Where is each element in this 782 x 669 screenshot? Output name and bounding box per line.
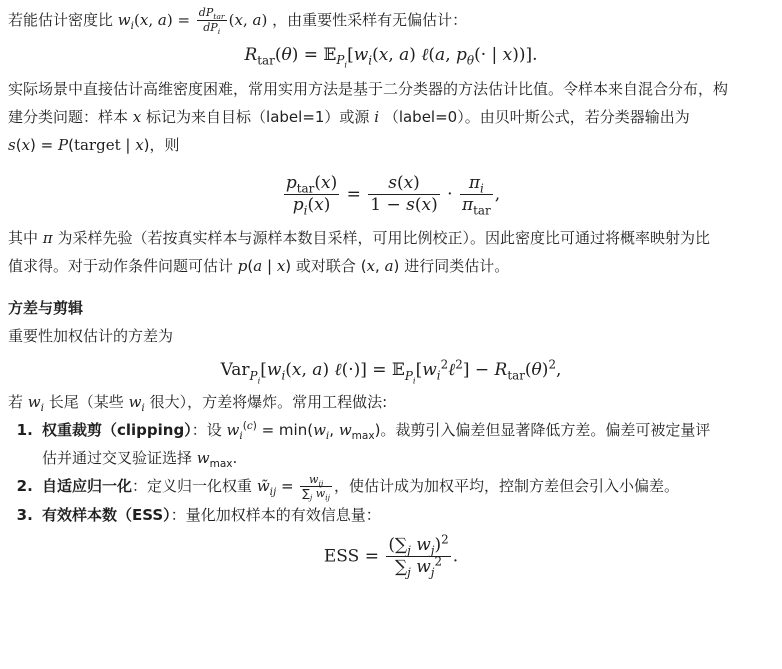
- conditional-formula: p(a | x): [237, 257, 292, 276]
- estimator-equation: $R_{tar}(\theta)$ = $𝔼_{P_i}[w_i(x$, a) ℓ(a, $p_\theta(\cdot$ | x))].: [244, 44, 538, 70]
- methods-list: [8, 416, 774, 529]
- method-text: ：量化加权样本的有效信息量：: [170, 506, 381, 524]
- classifier-line-1: 实际场景中直接估计高维密度困难，常用实用方法是基于二分类器的方法估计比值。令样本来自混合分布，构: [8, 79, 729, 98]
- explain-text-c: 很大），方差将爆炸。常用工程做法:: [149, 393, 388, 412]
- classifier-text-b: 标记为来自目标（label=1）或源: [146, 107, 370, 126]
- intro-tail: ，由重要性采样有无偏估计：: [272, 11, 468, 29]
- classifier-output-formula: s(x) = P(target | x): [8, 135, 150, 154]
- var-x: x: [132, 107, 142, 126]
- variance-explain: [8, 388, 774, 416]
- explain-text-a: 若: [8, 393, 24, 412]
- prior-text-c: 值求得。对于动作条件问题可估计: [8, 257, 234, 276]
- method-text-2: 。裁剪引入偏差但显著降低方差。偏差可被定量评: [380, 421, 711, 440]
- prior-line-2: [8, 252, 774, 280]
- method-item-clipping: [38, 416, 774, 472]
- var-pi: π: [42, 229, 53, 248]
- intro-lead: 若能估计密度比: [8, 11, 114, 29]
- classifier-text-d: ，则: [149, 135, 180, 154]
- var-wi-2: $w_i$: [128, 393, 145, 415]
- wmax-symbol: $w_{max}$.: [196, 449, 238, 471]
- explain-text-b: 长尾（某些: [48, 393, 124, 412]
- method-text-3: 估并通过交叉验证选择: [42, 449, 193, 468]
- method-text: ：设: [191, 421, 222, 440]
- prior-line-1: [8, 224, 774, 252]
- var-wi: $w_i$: [27, 393, 44, 415]
- method-text-2: ，使估计成为加权平均，控制方差但会引入小偏差。: [333, 477, 679, 496]
- method-item-normalization: [38, 472, 774, 501]
- classifier-text-a: 建分类问题：样本: [8, 107, 129, 126]
- method-title: 自适应归一化: [42, 477, 133, 496]
- method-title: 权重裁剪（clipping）: [42, 421, 192, 440]
- prior-text-d: 或对联合: [295, 257, 356, 276]
- clip-formula: $w_i^{(c)} = \min(w_i$, $w_{max}$): [226, 420, 381, 443]
- section-heading: 方差与剪辑: [8, 299, 84, 318]
- var-i: i: [374, 107, 380, 126]
- joint-formula: (x, a): [360, 257, 400, 276]
- density-ratio-formula: $w_i(x$, a) = $\frac{dP_{tar}}{dP_i}$ (x, a): [117, 6, 268, 37]
- bayes-ratio-equation: $\frac{p_{tar}(x)}{p_i(x)}$ = $\frac{s(x)}{1 - s(x)}$ · $\frac{\pi_i}{\pi_{tar}}$ ,: [285, 172, 501, 218]
- prior-text-e: 进行同类估计。: [404, 257, 510, 276]
- method-title: 有效样本数（ESS）: [42, 506, 171, 524]
- method-item-ess: [38, 501, 774, 529]
- classifier-line-3: [8, 131, 774, 159]
- normalized-weight-formula: $w̃_{ij}$ = $\frac{w_{ij}}{\sum_j w_{ij}}$: [256, 472, 330, 503]
- classifier-text-c: （label=0）。由贝叶斯公式，若分类器输出为: [383, 107, 690, 126]
- method-text: ：定义归一化权重: [132, 477, 253, 496]
- intro-line: [8, 6, 774, 35]
- ess-equation: ESS = $\frac{(\sum_j w_j)^2}{\sum_j w_j^2}$ .: [323, 532, 459, 580]
- document-page: [0, 6, 782, 669]
- variance-equation: $Var_{P_i}[w_i(x$, a) ℓ(·)] = $𝔼_{P_i}[w_i^2\ell^2] - R_{tar}(\theta)^2$,: [220, 357, 562, 386]
- classifier-line-2: [8, 103, 774, 131]
- prior-text-b: 为采样先验（若按真实样本与源样本数目采样，可用比例校正）。因此密度比可通过将概率映射为比: [57, 229, 710, 248]
- prior-text-a: 其中: [8, 229, 39, 248]
- variance-intro: 重要性加权估计的方差为: [8, 327, 174, 346]
